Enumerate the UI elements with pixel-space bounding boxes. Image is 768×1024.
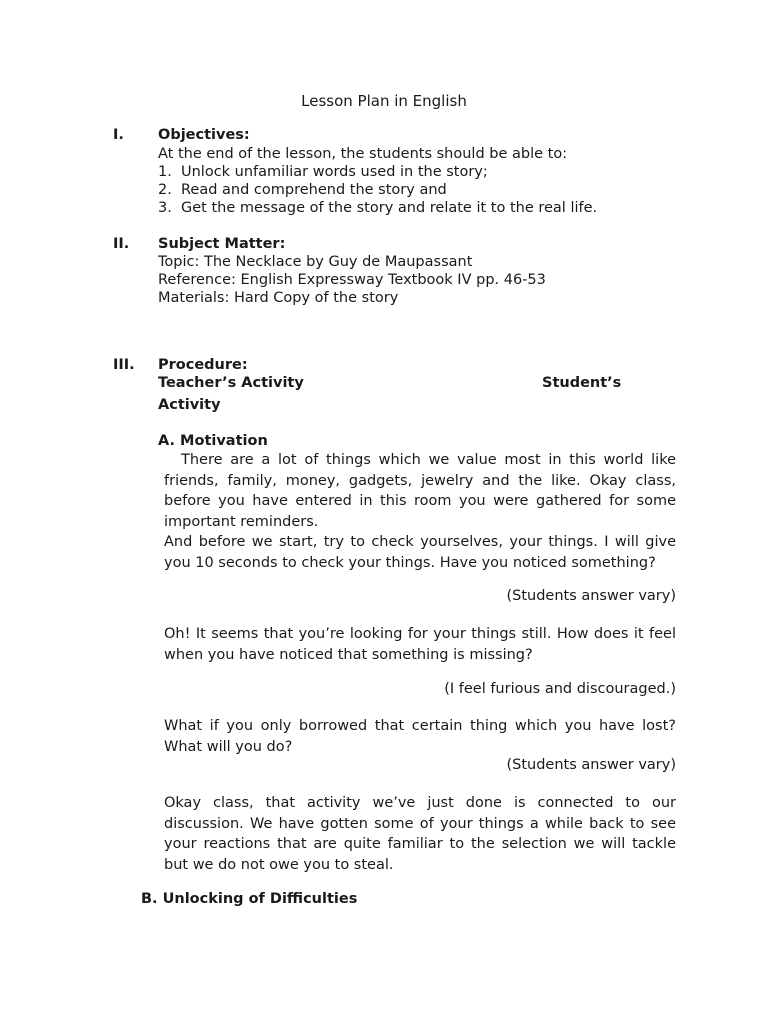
motivation-heading: A. Motivation xyxy=(158,433,268,449)
objective-item-text: Read and comprehend the story and xyxy=(181,182,447,198)
objectives-heading: Objectives: xyxy=(158,127,250,143)
student-response: (Students answer vary) xyxy=(506,757,676,773)
section-numeral-ii: II. xyxy=(113,236,130,252)
student-response: (I feel furious and discouraged.) xyxy=(444,681,676,697)
student-activity-column-heading: Student’s xyxy=(542,375,622,391)
objective-item-num: 1. xyxy=(158,164,172,180)
student-activity-column-heading-cont: Activity xyxy=(158,397,221,413)
teacher-paragraph: There are a lot of things which we value most in this world like friends, family, money, gadgets, jewelry and the like. Okay class, before you have entered in this room you were gathered for some important reminders. xyxy=(164,452,676,530)
objective-item-text: Get the message of the story and relate it to the real life. xyxy=(181,200,598,216)
teacher-paragraph: And before we start, try to check yourselves, your things. I will give you 10 seconds to check your things. Have you noticed something? xyxy=(164,534,676,571)
teacher-paragraph: Oh! It seems that you’re looking for your things still. How does it feel when you have noticed that something is missing? xyxy=(164,626,676,663)
student-response: (Students answer vary) xyxy=(506,588,676,604)
page-title: Lesson Plan in English xyxy=(301,92,467,110)
subject-matter-heading: Subject Matter: xyxy=(158,236,286,252)
section-numeral-i: I. xyxy=(113,127,124,143)
objective-item-num: 3. xyxy=(158,200,172,216)
objective-item-num: 2. xyxy=(158,182,172,198)
teacher-activity-column-heading: Teacher’s Activity xyxy=(158,375,304,391)
teacher-paragraph: Okay class, that activity we’ve just done is connected to our discussion. We have gotten some of your things a while back to see your reactions that are quite familiar to the selection we will tackle but we do not owe you to steal. xyxy=(164,795,676,873)
subject-materials: Materials: Hard Copy of the story xyxy=(158,290,399,306)
unlocking-difficulties-heading: B. Unlocking of Difficulties xyxy=(141,891,358,907)
objectives-intro: At the end of the lesson, the students should be able to: xyxy=(158,146,568,162)
subject-topic: Topic: The Necklace by Guy de Maupassant xyxy=(158,254,473,270)
objective-item-text: Unlock unfamiliar words used in the story; xyxy=(181,164,488,180)
subject-reference: Reference: English Expressway Textbook IV pp. 46-53 xyxy=(158,272,546,288)
procedure-heading: Procedure: xyxy=(158,357,248,373)
section-numeral-iii: III. xyxy=(113,357,135,373)
teacher-paragraph: What if you only borrowed that certain thing which you have lost? What will you do? xyxy=(164,718,676,755)
